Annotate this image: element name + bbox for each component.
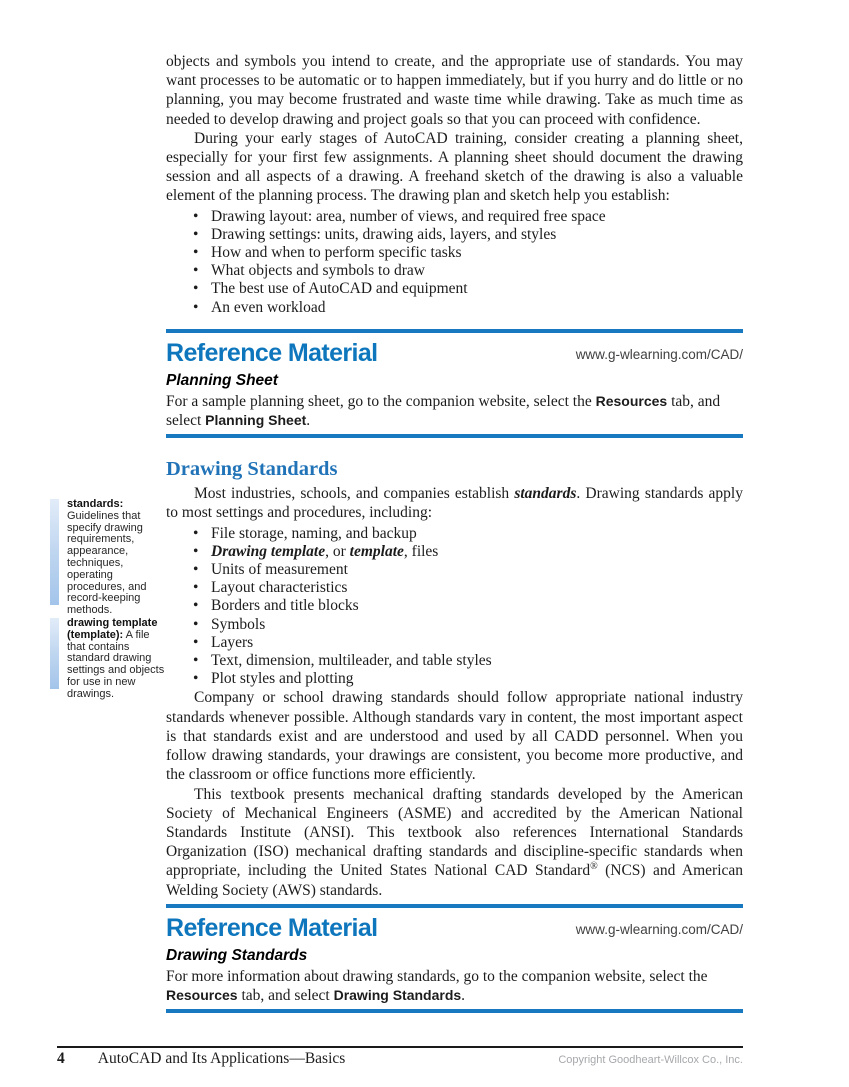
- book-title: AutoCAD and Its Applications—Basics: [97, 1050, 346, 1067]
- resources-tab-label: Resources: [595, 392, 668, 409]
- reference-url: www.g-wlearning.com/CAD/: [575, 346, 743, 362]
- reference-body-text: For a sample planning sheet, go to the companion website, select the: [166, 392, 596, 410]
- standards-bullet-list: [166, 525, 743, 689]
- paragraph-text: . Drawing standards apply to most settings and procedures, including:: [166, 485, 743, 522]
- definition-text-block: [67, 618, 168, 701]
- reference-subtitle: Planning Sheet: [166, 371, 278, 389]
- intro-paragraph-1: objects and symbols you intend to create, and the appropriate use of standards. You may want processes to be automatic or to happen immediately, but if you hurry and do little or no planning, you may become frustrated and waste time while drawing. Take as much time as needed to develop drawing and project goals so that you can proceed with confidence.: [166, 53, 743, 128]
- bullet-item: • An even workload: [211, 299, 743, 317]
- reference-subtitle: Drawing Standards: [166, 946, 308, 964]
- reference-body: [166, 392, 743, 430]
- intro-paragraph-2: During your early stages of AutoCAD training, consider creating a planning sheet, especially for your first few assignments. A planning sheet should document the drawing session and all aspects of a drawing. A freehand sketch of the drawing is also a valuable element of the planning process. The drawing plan and sketch help you establish:: [166, 129, 743, 205]
- resources-tab-label: Resources: [166, 986, 238, 1003]
- standards-intro-paragraph: [166, 484, 743, 522]
- reference-body: [166, 967, 743, 1005]
- reference-body-text: For more information about drawing standards, go to the companion website, select the: [166, 967, 708, 985]
- reference-material-box-drawing-standards: [166, 904, 743, 1013]
- bullet-item: • File storage, naming, and backup: [211, 525, 743, 543]
- registered-trademark-symbol: ®: [590, 861, 598, 873]
- bullet-item: • What objects and symbols to draw: [211, 262, 743, 280]
- bullet-item: • Layers: [211, 634, 743, 652]
- drawing-standards-label: Drawing Standards: [333, 986, 462, 1003]
- reference-body-text: tab, and select: [237, 986, 334, 1004]
- main-text-column: [166, 52, 743, 1013]
- drawing-template-emphasis: Drawing template: [211, 542, 326, 560]
- definition-accent-bar: [50, 618, 59, 689]
- definition-term: standards:: [67, 498, 124, 510]
- reference-header: [166, 337, 743, 367]
- template-emphasis: template: [349, 542, 404, 560]
- bullet-item: • Text, dimension, multileader, and table styles: [211, 652, 743, 670]
- paragraph-text: This textbook presents mechanical drafting standards developed by the American Society of Mechanical Engineers (ASME) and accredited by the American National Standards Institute (ANSI). This textbook also references International Standards Organization (ISO) mechanical drafting standards and discipline-specific standards when appropriate, including the United States National CAD Standard: [166, 785, 743, 880]
- definition-term: drawing template (template):: [67, 617, 158, 641]
- reference-body-text: tab, and select: [166, 392, 721, 430]
- reference-header: [166, 912, 743, 942]
- bullet-text: , files: [403, 542, 439, 560]
- bullet-item: [211, 543, 743, 561]
- reference-url: www.g-wlearning.com/CAD/: [575, 921, 743, 937]
- section-heading-drawing-standards: Drawing Standards: [166, 458, 338, 481]
- textbook-standards-paragraph: [166, 785, 743, 900]
- planning-bullet-list: [166, 208, 743, 317]
- page-footer: [57, 1050, 743, 1068]
- paragraph-text: Most industries, schools, and companies establish: [194, 485, 515, 503]
- bullet-item: • How and when to perform specific tasks: [211, 244, 743, 262]
- bullet-item: • Borders and title blocks: [211, 597, 743, 615]
- footer-rule: [57, 1046, 743, 1048]
- bullet-text: , or: [325, 542, 350, 560]
- paragraph-text: (NCS) and American Welding Society (AWS) standards.: [166, 862, 744, 899]
- sidebar-definition-standards: [50, 499, 168, 617]
- bullet-item: • The best use of AutoCAD and equipment: [211, 280, 743, 298]
- reference-title: Reference Material: [166, 338, 378, 367]
- bullet-item: • Layout characteristics: [211, 579, 743, 597]
- reference-material-box-planning-sheet: [166, 329, 743, 438]
- standards-term-emphasis: standards: [514, 485, 577, 503]
- reference-title: Reference Material: [166, 913, 378, 942]
- reference-body-text: .: [306, 412, 311, 430]
- definition-body: A file that contains standard drawing settings and objects for use in new drawings.: [67, 628, 165, 700]
- bullet-item: • Drawing layout: area, number of views, and required free space: [211, 208, 743, 226]
- page-number: 4: [57, 1050, 65, 1067]
- definition-accent-bar: [50, 499, 59, 605]
- bullet-item: • Drawing settings: units, drawing aids, layers, and styles: [211, 226, 743, 244]
- definition-body: Guidelines that specify drawing requirements, appearance, techniques, operating procedures, and record-keeping methods.: [67, 509, 147, 617]
- sidebar-definition-drawing-template: [50, 618, 168, 701]
- definition-text-block: [67, 499, 168, 617]
- copyright-text: Copyright Goodheart-Willcox Co., Inc.: [558, 1054, 743, 1066]
- reference-body-text: .: [461, 986, 466, 1004]
- planning-sheet-label: Planning Sheet: [205, 412, 307, 429]
- bullet-item: • Plot styles and plotting: [211, 670, 743, 688]
- bullet-item: • Units of measurement: [211, 561, 743, 579]
- bullet-item: • Symbols: [211, 616, 743, 634]
- company-standards-paragraph: Company or school drawing standards should follow appropriate national industry standards whenever possible. Although standards vary in content, the most important aspect is that standards exist and are understood and used by all CADD personnel. When you follow drawing standards, your drawings are consistent, you become more productive, and the classroom or office functions more efficiently.: [166, 689, 743, 784]
